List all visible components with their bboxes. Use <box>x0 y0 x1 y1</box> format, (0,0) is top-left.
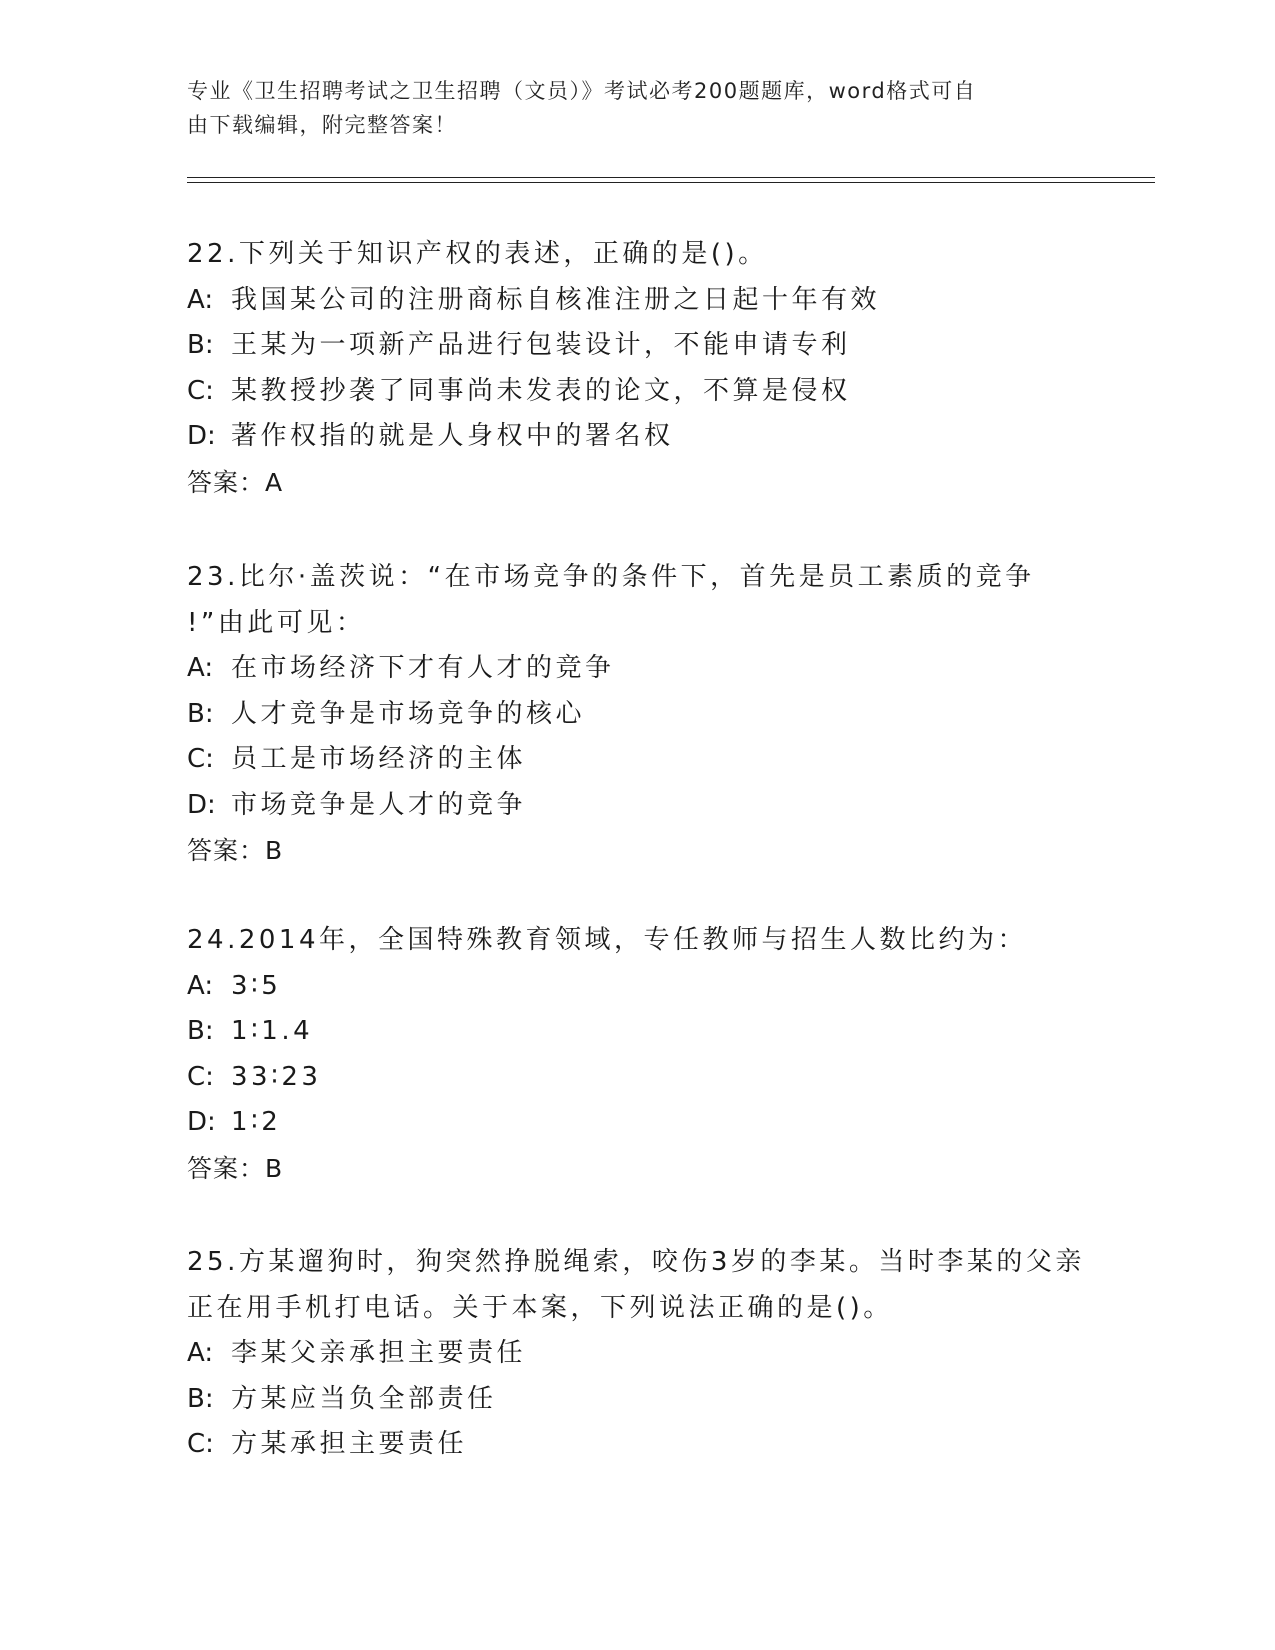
option-a <box>187 964 1107 1010</box>
option-text: 33∶23 <box>231 1061 322 1092</box>
option-text: 1∶1.4 <box>231 1016 314 1046</box>
option-letter: B: <box>187 1016 214 1046</box>
answer: 答案：B <box>187 1153 284 1183</box>
option-d <box>187 1100 1107 1146</box>
option-c <box>187 369 1107 415</box>
option-text: 员工是市场经济的主体 <box>231 744 527 774</box>
option-c <box>187 737 1107 783</box>
option-letter: B: <box>187 330 214 360</box>
option-letter: D: <box>187 421 216 451</box>
option-letter: A: <box>187 284 214 315</box>
option-d <box>187 783 1107 829</box>
question-stem-continued: 正在用手机打电话。关于本案，下列说法正确的是()。 <box>187 1292 893 1323</box>
option-letter: B: <box>187 1383 214 1414</box>
option-text: 市场竞争是人才的竞争 <box>231 789 527 820</box>
option-text: 李某父亲承担主要责任 <box>231 1338 527 1368</box>
option-text: 方某承担主要责任 <box>231 1429 468 1459</box>
question-stem: 22.下列关于知识产权的表述，正确的是()。 <box>187 239 768 269</box>
option-text: 某教授抄袭了同事尚未发表的论文，不算是侵权 <box>231 375 851 406</box>
option-text: 在市场经济下才有人才的竞争 <box>231 653 615 683</box>
option-b <box>187 323 1107 369</box>
option-letter: C: <box>187 1429 214 1459</box>
question-24 <box>187 918 1107 1191</box>
option-letter: D: <box>187 1107 216 1137</box>
answer: 答案：B <box>187 836 284 865</box>
question-stem-continued: !”由此可见： <box>187 607 366 638</box>
question-23 <box>187 555 1107 874</box>
option-text: 著作权指的就是人身权中的署名权 <box>231 421 674 451</box>
option-text: 3∶5 <box>231 970 282 1001</box>
option-letter: A: <box>187 1338 214 1368</box>
option-letter: A: <box>187 970 214 1001</box>
option-a <box>187 278 1107 324</box>
option-c <box>187 1422 1107 1468</box>
option-letter: C: <box>187 744 214 774</box>
question-stem: 24.2014年，全国特殊教育领域，专任教师与招生人数比约为： <box>187 925 1028 955</box>
option-text: 方某应当负全部责任 <box>231 1383 497 1414</box>
option-letter: A: <box>187 653 214 683</box>
option-text: 人才竞争是市场竞争的核心 <box>231 698 586 729</box>
document-header <box>187 74 1087 142</box>
option-text: 我国某公司的注册商标自核准注册之日起十年有效 <box>231 284 881 315</box>
question-25 <box>187 1240 1107 1468</box>
option-letter: B: <box>187 698 214 729</box>
option-a <box>187 1331 1107 1377</box>
option-letter: D: <box>187 789 216 820</box>
option-letter: C: <box>187 1061 214 1092</box>
header-line-2: 由下载编辑，附完整答案！ <box>187 113 457 137</box>
option-text: 王某为一项新产品进行包装设计，不能申请专利 <box>231 330 851 360</box>
option-b <box>187 1377 1107 1423</box>
question-stem: 23.比尔·盖茨说：“在市场竞争的条件下，首先是员工素质的竞争 <box>187 562 1035 592</box>
header-divider-bottom <box>187 182 1155 183</box>
option-b <box>187 692 1107 738</box>
header-line-1: 专业《卫生招聘考试之卫生招聘（文员）》考试必考200题题库，word格式可自 <box>187 79 977 103</box>
answer: 答案：A <box>187 467 284 497</box>
question-22 <box>187 232 1107 505</box>
option-c <box>187 1055 1107 1101</box>
header-divider-top <box>187 177 1155 178</box>
question-stem: 25.方某遛狗时，狗突然挣脱绳索，咬伤3岁的李某。当时李某的父亲 <box>187 1247 1085 1277</box>
option-a <box>187 646 1107 692</box>
option-d <box>187 414 1107 460</box>
option-text: 1∶2 <box>231 1107 282 1137</box>
option-b <box>187 1009 1107 1055</box>
option-letter: C: <box>187 375 214 406</box>
